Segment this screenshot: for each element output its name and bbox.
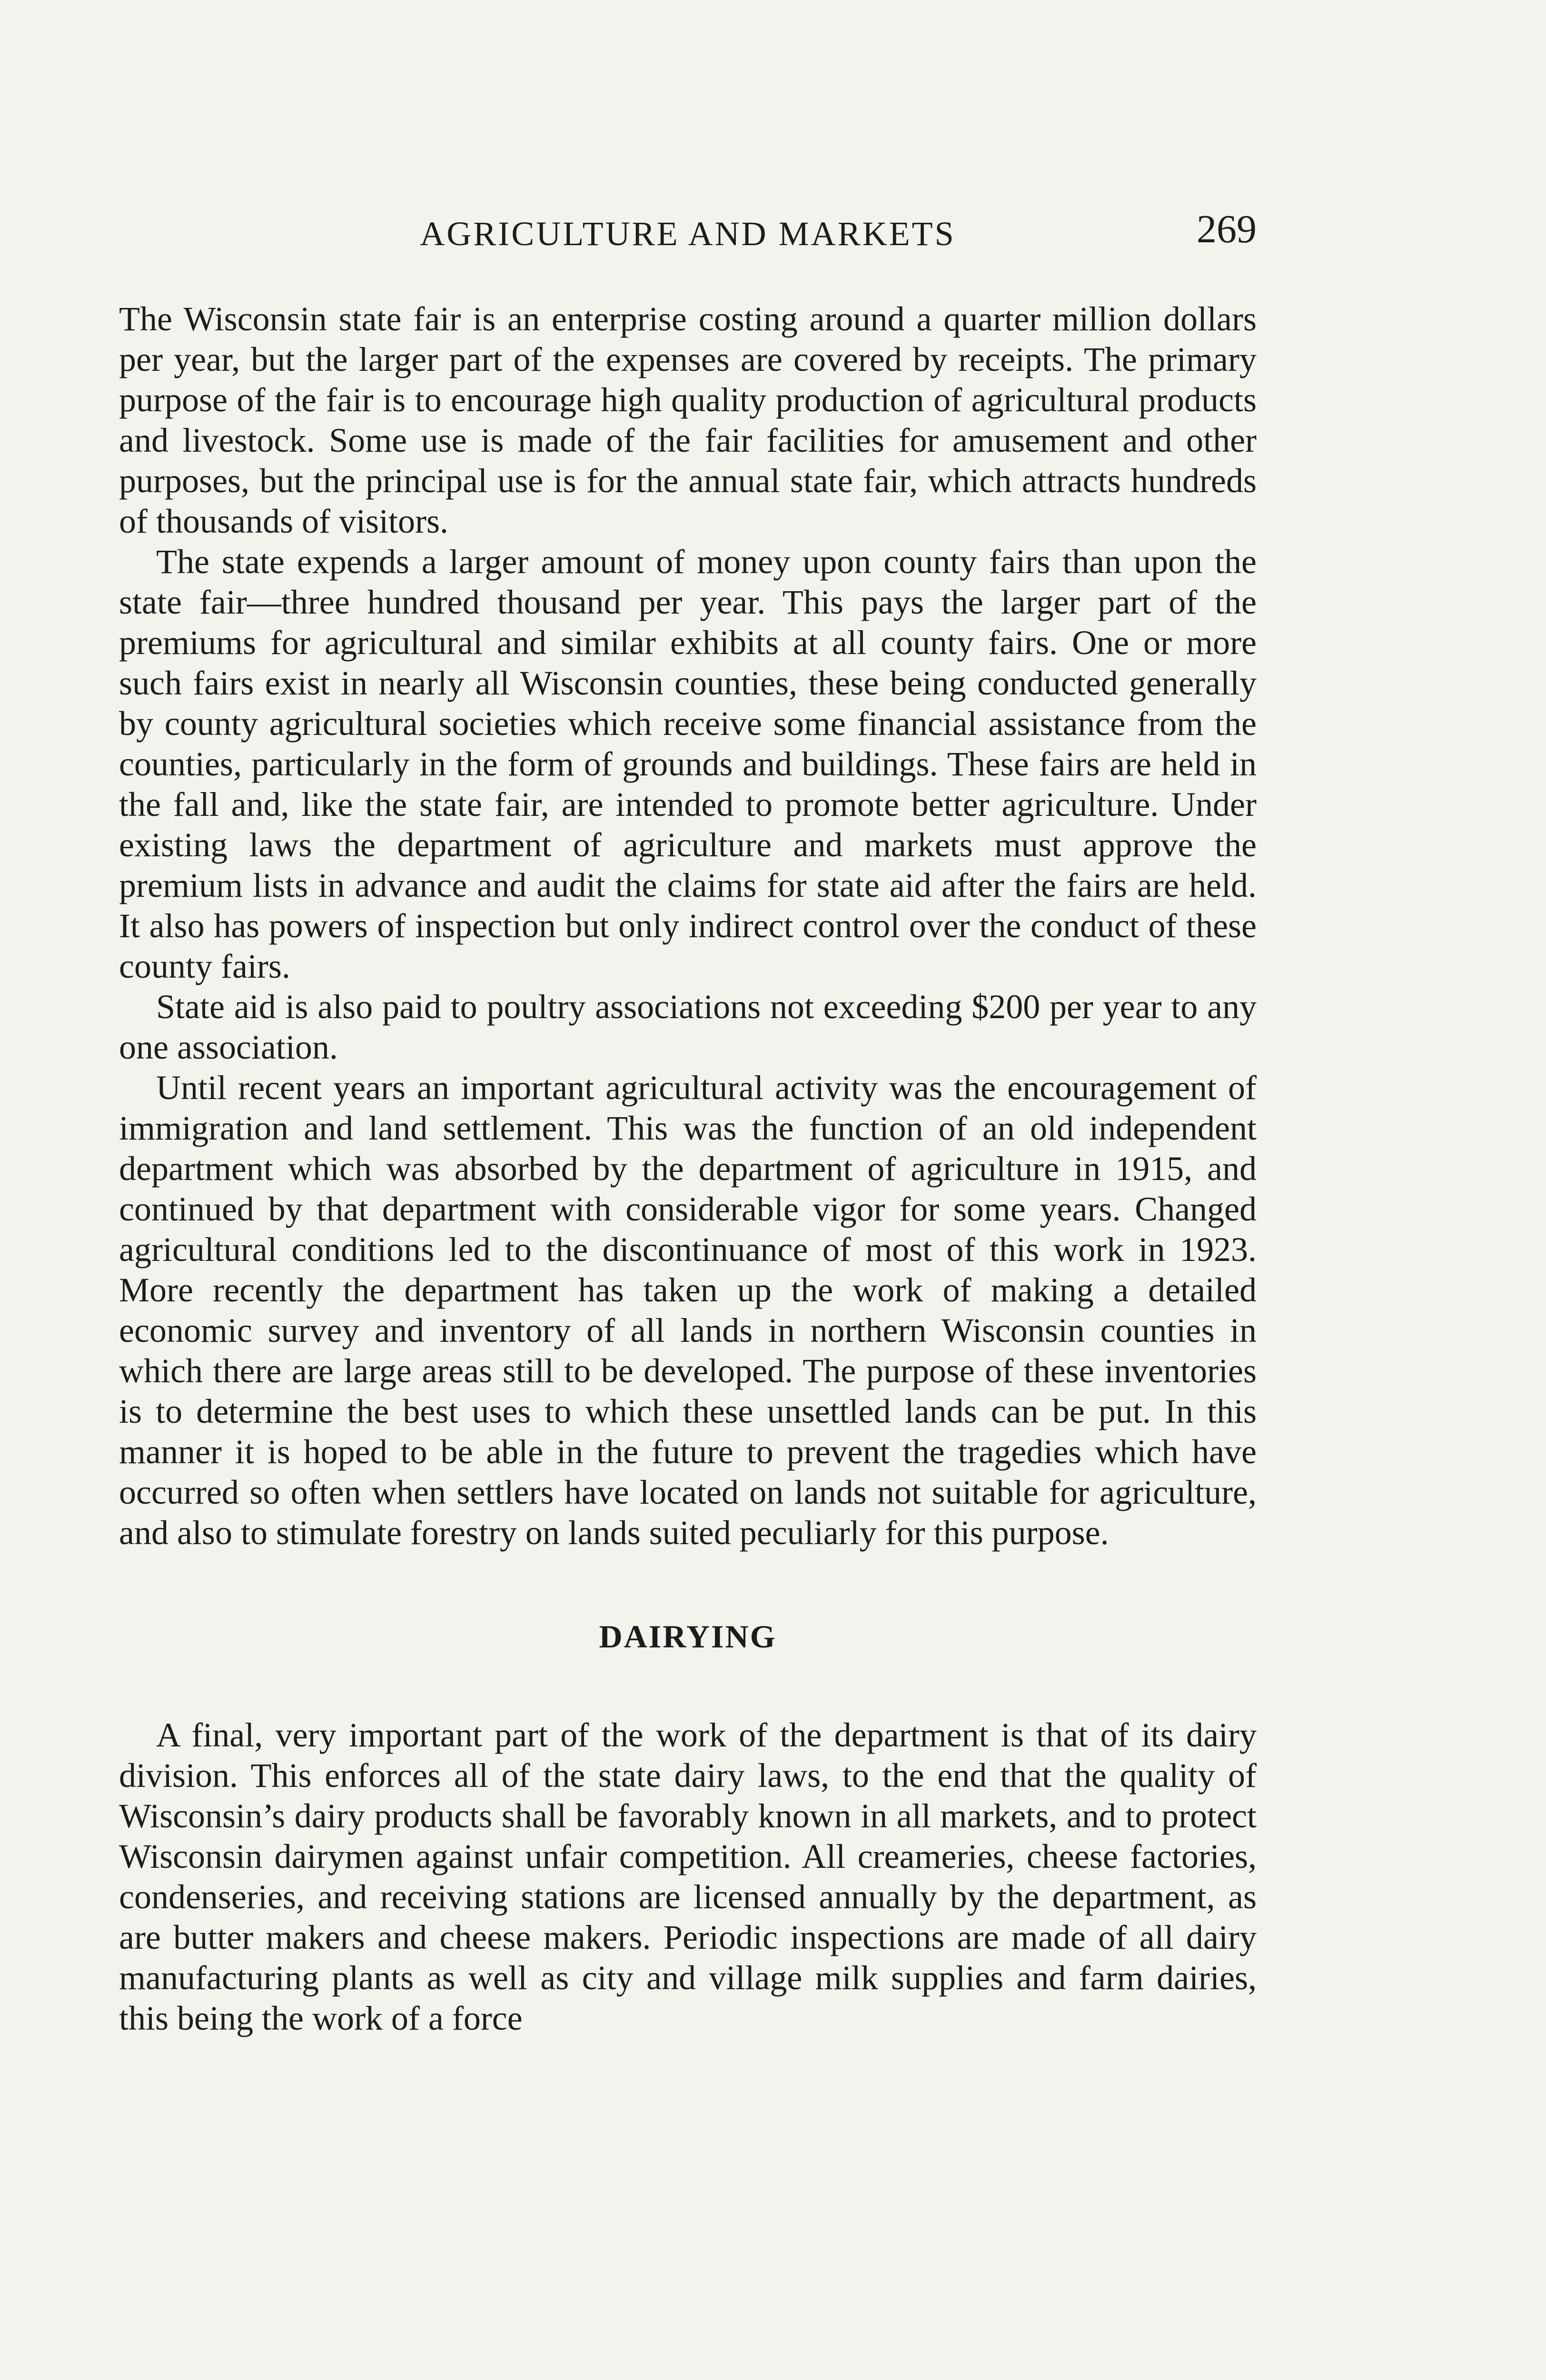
paragraph-state-fair: The Wisconsin state fair is an enterprise costing around a quarter million dollars per year, but the larger part of the expenses are covered by receipts. The primary purpose of the fair is to encourage high quality production of agricultural products and livestock. Some use is made of the fair facilities for amusement and other purposes, but the principal use is for the annual state fair, which attracts hundreds of thousands of visitors. bbox=[119, 300, 1257, 540]
page-number: 269 bbox=[1197, 207, 1257, 251]
paragraph-county-fairs: The state expends a larger amount of money upon county fairs than upon the state fair—three hundred thousand per year. This pays the larger part of the premiums for agricultural and similar exhibits at all county fairs. One or more such fairs exist in nearly all Wisconsin counties, these being conducted generally by county agricultural societies which receive some financial assistance from the counties, particularly in the form of grounds and buildings. These fairs are held in the fall and, like the state fair, are intended to promote better agriculture. Under existing laws the department of agriculture and markets must approve the premium lists in advance and audit the claims for state aid after the fairs are held. It also has powers of inspection but only indirect control over the conduct of these county fairs. bbox=[119, 543, 1257, 985]
paragraph-dairy-division: A final, very important part of the work of the department is that of its dairy division. This enforces all of the state dairy laws, to the end that the quality of Wisconsin’s dairy products shall be favorably known in all markets, and to protect Wisconsin dairymen against unfair competition. All creameries, cheese factories, condenseries, and receiving stations are licensed annually by the department, as are butter makers and cheese makers. Periodic inspections are made of all dairy manufacturing plants as well as city and village milk supplies and farm dairies, this being the work of a force bbox=[119, 1716, 1257, 2037]
paragraph-land-settlement: Until recent years an important agricultural activity was the encouragement of immigration and land settlement. This was the function of an old independent department which was absorbed by the department of agriculture in 1915, and continued by that department with considerable vigor for some years. Changed agricultural conditions led to the discontinuance of most of this work in 1923. More recently the department has taken up the work of making a detailed economic survey and inventory of all lands in northern Wisconsin counties in which there are large areas still to be developed. The purpose of these inventories is to determine the best uses to which these unsettled lands can be put. In this manner it is hoped to be able in the future to prevent the tragedies which have occurred so often when settlers have located on lands not suitable for agriculture, and also to stimulate forestry on lands suited peculiarly for this purpose. bbox=[119, 1069, 1257, 1552]
section-heading-dairying: DAIRYING bbox=[599, 1618, 777, 1655]
running-title: AGRICULTURE AND MARKETS bbox=[420, 215, 956, 253]
running-head bbox=[119, 206, 1257, 258]
paragraph-poultry-associations: State aid is also paid to poultry associations not exceeding $200 per year to any one association. bbox=[119, 988, 1257, 1066]
text-column bbox=[119, 299, 1257, 2039]
